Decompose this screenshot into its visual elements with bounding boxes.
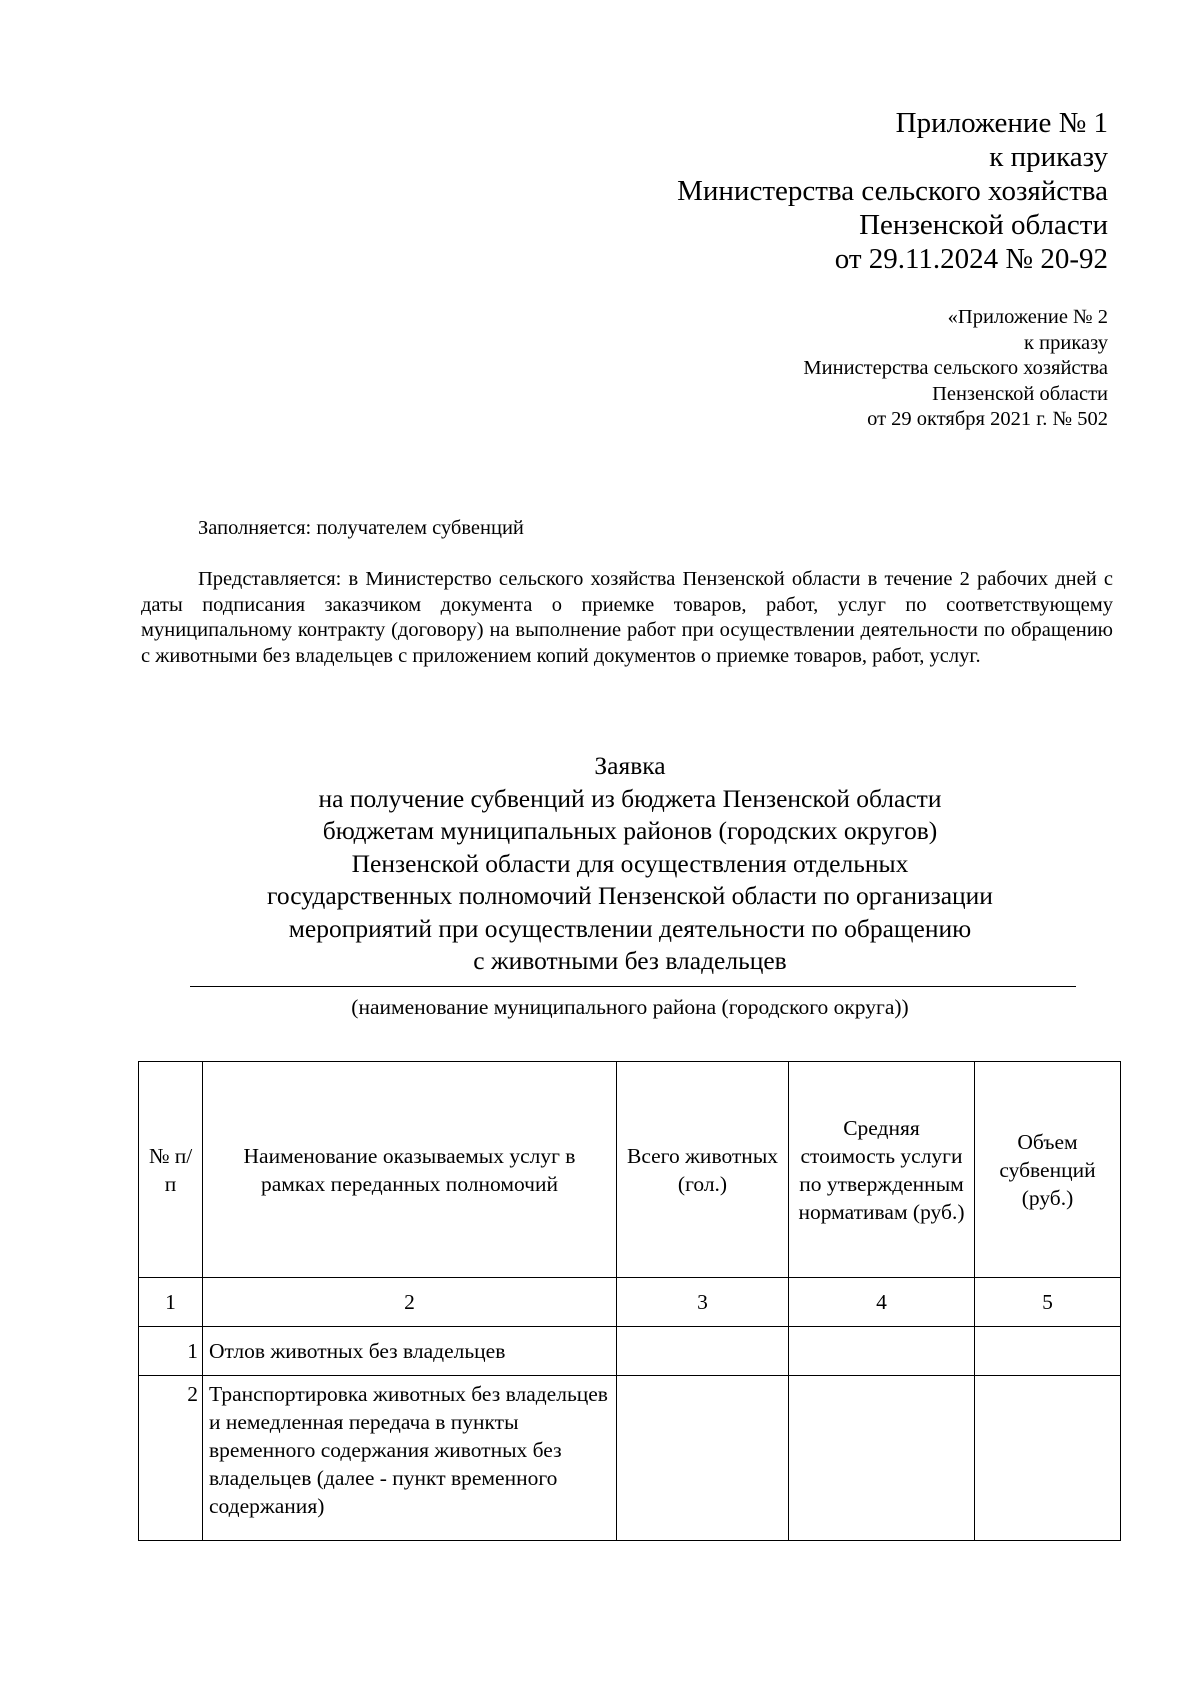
header-main-line: Пензенской области [859, 209, 1108, 241]
header-secondary-line: от 29 октября 2021 г. № 502 [867, 408, 1108, 430]
row-index-cell: 2 [139, 1376, 203, 1541]
municipality-blank-line [190, 986, 1076, 987]
row-subvention-volume-cell[interactable] [975, 1327, 1121, 1376]
row-index-cell: 1 [139, 1327, 203, 1376]
present-note: Представляется: в Министерство сельского хозяйства Пензенской области в течение 2 рабочих дней с даты подписания заказчиком документа о приемке товаров, работ, услуг по соответствующему муниципальному контракту (договору) на выполнение работ при осуществлении деятельности по обращению с животными без владельцев с приложением копий документов о приемке товаров, работ, услуг. [141, 568, 1113, 667]
row-average-cost-cell[interactable] [789, 1376, 975, 1541]
title-line: Пензенской области для осуществления отдельных [351, 848, 909, 878]
municipality-caption: (наименование муниципального района (городского округа)) [351, 995, 909, 1019]
row-total-animals-cell[interactable] [617, 1327, 789, 1376]
row-service-name-cell: Отлов животных без владельцев [203, 1327, 617, 1376]
table-header-row [139, 1062, 1121, 1278]
title-line: на получение субвенций из бюджета Пензенской области [318, 783, 942, 813]
header-main-line: от 29.11.2024 № 20-92 [834, 243, 1108, 275]
table-row [139, 1376, 1121, 1541]
header-cell-total-animals: Всего животных (гол.) [617, 1062, 789, 1278]
header-secondary [548, 305, 1108, 433]
table-row [139, 1327, 1121, 1376]
title-line: Заявка [594, 751, 666, 780]
column-number-cell: 4 [789, 1278, 975, 1327]
row-service-name-cell: Транспортировка животных без владельцев и немедленная передача в пункты временного содержания животных без владельцев (далее - пункт временного содержания) [203, 1376, 617, 1541]
fill-note: Заполняется: получателем субвенций [198, 517, 524, 539]
title-line: с животными без владельцев [473, 946, 787, 975]
header-secondary-line: Пензенской области [932, 382, 1108, 405]
header-cell-average-cost: Средняя стоимость услуги по утвержденным нормативам (руб.) [789, 1062, 975, 1278]
header-secondary-line: к приказу [1024, 331, 1108, 354]
row-subvention-volume-cell[interactable] [975, 1376, 1121, 1541]
document-title [140, 750, 1120, 978]
row-average-cost-cell[interactable] [789, 1327, 975, 1376]
header-main [548, 106, 1108, 276]
title-line: государственных полномочий Пензенской области по организации [267, 881, 993, 910]
header-main-line: Министерства сельского хозяйства [677, 175, 1108, 207]
header-cell-number: № п/п [139, 1062, 203, 1278]
services-table [138, 1061, 1121, 1541]
header-main-line: к приказу [989, 141, 1108, 173]
column-number-cell: 5 [975, 1278, 1121, 1327]
header-main-line: Приложение № 1 [895, 107, 1108, 139]
title-line: мероприятий при осуществлении деятельности по обращению [288, 913, 972, 943]
title-line: бюджетам муниципальных районов (городских округов) [322, 816, 938, 845]
header-secondary-line: «Приложение № 2 [947, 306, 1108, 328]
table-column-numbers-row [139, 1278, 1121, 1327]
header-secondary-line: Министерства сельского хозяйства [803, 357, 1108, 379]
header-cell-service-name: Наименование оказываемых услуг в рамках переданных полномочий [203, 1062, 617, 1278]
row-total-animals-cell[interactable] [617, 1376, 789, 1541]
header-cell-subvention-volume: Объем субвенций (руб.) [975, 1062, 1121, 1278]
column-number-cell: 3 [617, 1278, 789, 1327]
column-number-cell: 1 [139, 1278, 203, 1327]
column-number-cell: 2 [203, 1278, 617, 1327]
